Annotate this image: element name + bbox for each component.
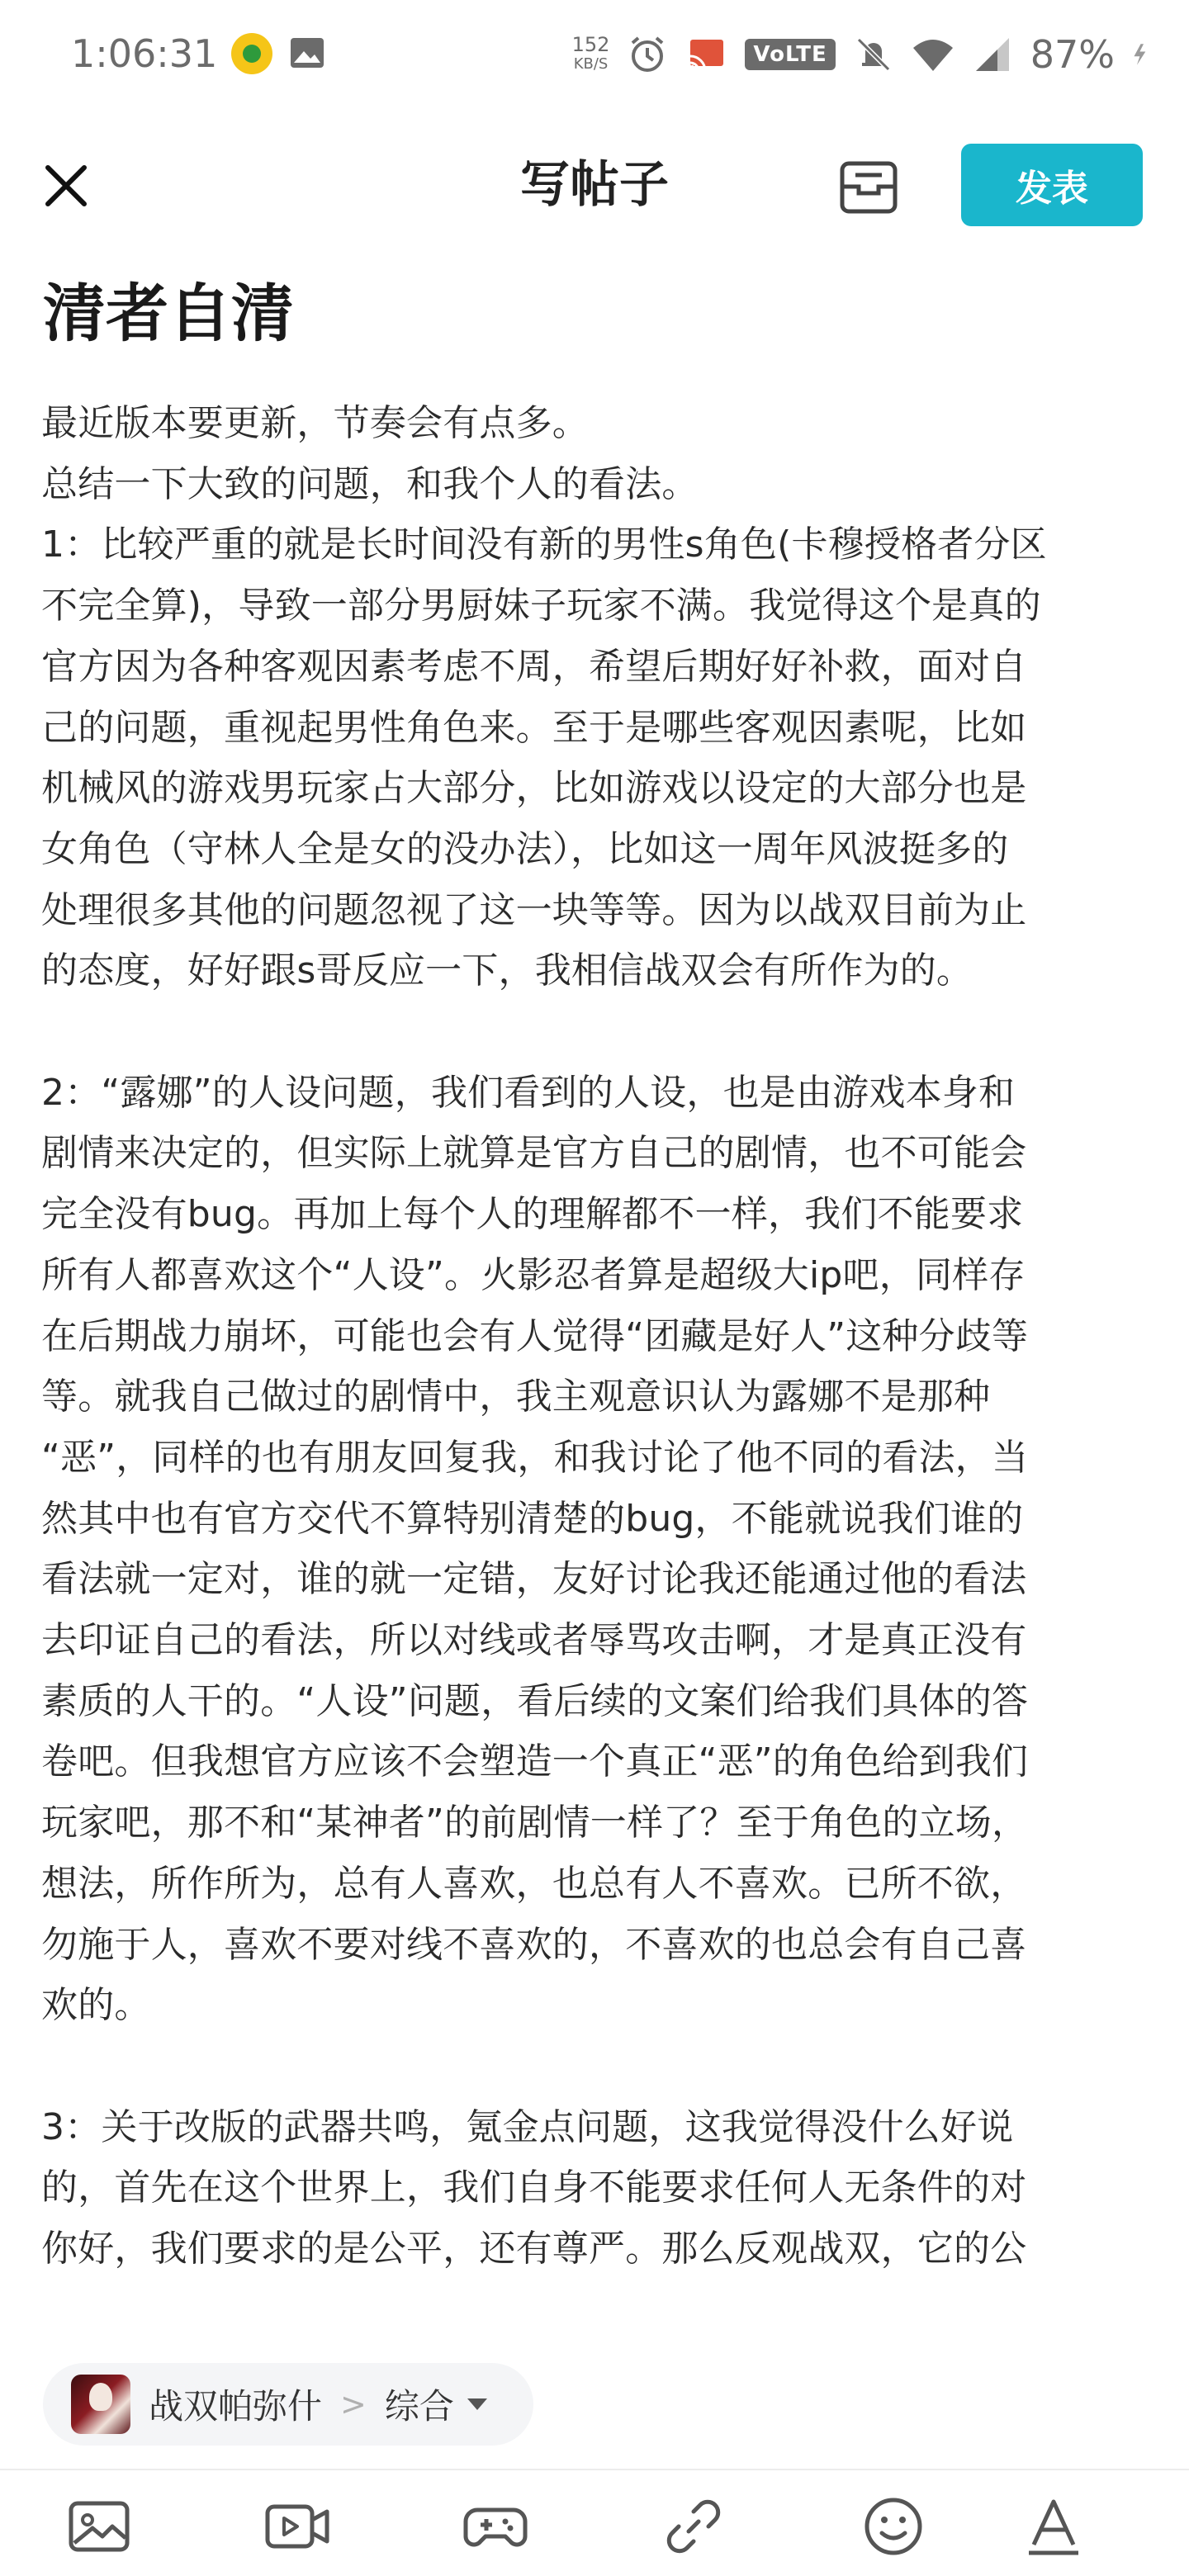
link-icon[interactable] [661, 2493, 727, 2559]
section-name: 综合 [384, 2386, 454, 2427]
cast-icon [685, 33, 728, 76]
body-line: 女角色（守林人全是女的没办法），比如这一周年风波挺多的 [41, 827, 1009, 870]
photo-notification-icon [289, 36, 325, 69]
body-line: 官方因为各种客观因素考虑不周，希望后期好好补救，面对自 [41, 645, 1027, 688]
body-line: 卷吧。但我想官方应该不会塑造一个真正“恶”的角色给到我们 [41, 1740, 1029, 1783]
chevron-right-icon: > [340, 2386, 367, 2422]
body-line: 去印证自己的看法，所以对线或者辱骂攻击啊，才是真正没有 [41, 1619, 1027, 1662]
body-line: 你好，我们要求的是公平，还有尊严。那么反观战双，它的公 [41, 2228, 1027, 2271]
body-line: 不完全算)，导致一部分男厨妹子玩家不满。我觉得这个是真的 [41, 585, 1041, 627]
category-selector[interactable] [43, 2363, 533, 2446]
body-line: 想法，所作所为，总有人喜欢，也总有人不喜欢。已所不欲， [41, 1862, 1027, 1905]
body-line: “恶”，同样的也有朋友回复我，和我讨论了他不同的看法，当 [41, 1436, 1029, 1479]
video-icon[interactable] [264, 2493, 330, 2559]
mute-icon [852, 33, 895, 76]
status-indicators [572, 23, 1156, 86]
body-line: 看法就一定对，谁的就一定错，友好讨论我还能通过他的看法 [41, 1558, 1027, 1601]
body-line: 等。就我自己做过的剧情中，我主观意识认为露娜不是那种 [41, 1376, 991, 1418]
publish-button[interactable]: 发表 [961, 144, 1143, 226]
wifi-icon [912, 33, 955, 76]
game-name: 战双帕弥什 [149, 2386, 323, 2427]
body-line: 的，首先在这个世界上，我们自身不能要求任何人无条件的对 [41, 2166, 1027, 2209]
body-line: 剧情来决定的，但实际上就算是官方自己的剧情，也不可能会 [41, 1132, 1027, 1175]
emoji-icon[interactable] [860, 2493, 926, 2559]
network-speed-unit: KB/S [573, 55, 609, 73]
alarm-icon [626, 33, 669, 76]
charging-icon [1131, 33, 1156, 76]
volte-badge: VoLTE [745, 39, 835, 70]
body-line: 玩家吧，那不和“某神者”的前剧情一样了？至于角色的立场， [41, 1802, 1029, 1844]
body-line: 在后期战力崩坏，可能也会有人觉得“团藏是好人”这种分歧等 [41, 1314, 1029, 1357]
status-time: 1:06:31 [71, 31, 218, 76]
body-line [41, 2036, 1154, 2097]
body-line: 3：关于改版的武器共鸣，氪金点问题，这我觉得没什么好说 [41, 2105, 1014, 2148]
body-line: 勿施于人，喜欢不要对线不喜欢的，不喜欢的也总会有自己喜 [41, 1923, 1027, 1966]
body-line: 最近版本要更新，节奏会有点多。 [41, 402, 589, 444]
toolbar-divider [0, 2469, 1189, 2470]
body-line: 处理很多其他的问题忽视了这一块等等。因为以战双目前为止 [41, 888, 1027, 931]
body-line: 素质的人干的。“人设”问题，看后续的文案们给我们具体的答 [41, 1679, 1029, 1722]
network-speed-value: 152 [571, 33, 610, 56]
text-format-icon[interactable] [1021, 2493, 1087, 2559]
body-line: 然其中也有官方交代不算特别清楚的bug，不能就说我们谁的 [41, 1497, 1024, 1540]
body-line: 总结一下大致的问题，和我个人的看法。 [41, 462, 699, 505]
status-bar [0, 0, 1189, 107]
body-line: 欢的。 [41, 1984, 151, 2027]
post-body-editor[interactable] [41, 393, 1154, 2284]
network-speed [572, 35, 610, 74]
body-line: 机械风的游戏男玩家占大部分，比如游戏以设定的大部分也是 [41, 767, 1027, 810]
gamepad-icon[interactable] [462, 2493, 528, 2559]
battery-percent: 87% [1030, 32, 1115, 77]
body-line: 的态度，好好跟s哥反应一下，我相信战双会有所作为的。 [41, 949, 973, 992]
body-line: 1：比较严重的就是长时间没有新的男性s角色(卡穆授格者分区 [41, 523, 1047, 566]
signal-icon [971, 33, 1014, 76]
body-line: 己的问题，重视起男性角色来。至于是哪些客观因素呢，比如 [41, 706, 1027, 749]
body-line: 2：“露娜”的人设问题，我们看到的人设，也是由游戏本身和 [41, 1071, 1016, 1114]
body-line: 所有人都喜欢这个“人设”。火影忍者算是超级大ip吧，同样存 [41, 1253, 1026, 1296]
app-notification-icon [231, 33, 272, 74]
page-title: 写帖子 [520, 156, 669, 214]
caret-down-icon [467, 2398, 487, 2410]
body-line [41, 1002, 1154, 1063]
game-avatar [71, 2375, 130, 2434]
post-title-input[interactable]: 清者自清 [43, 277, 294, 350]
drafts-box-icon[interactable] [836, 159, 902, 216]
editor-toolbar [0, 2474, 1189, 2576]
image-icon[interactable] [66, 2493, 132, 2559]
editor-header [0, 132, 1189, 239]
body-line: 完全没有bug。再加上每个人的理解都不一样，我们不能要求 [41, 1193, 1024, 1236]
